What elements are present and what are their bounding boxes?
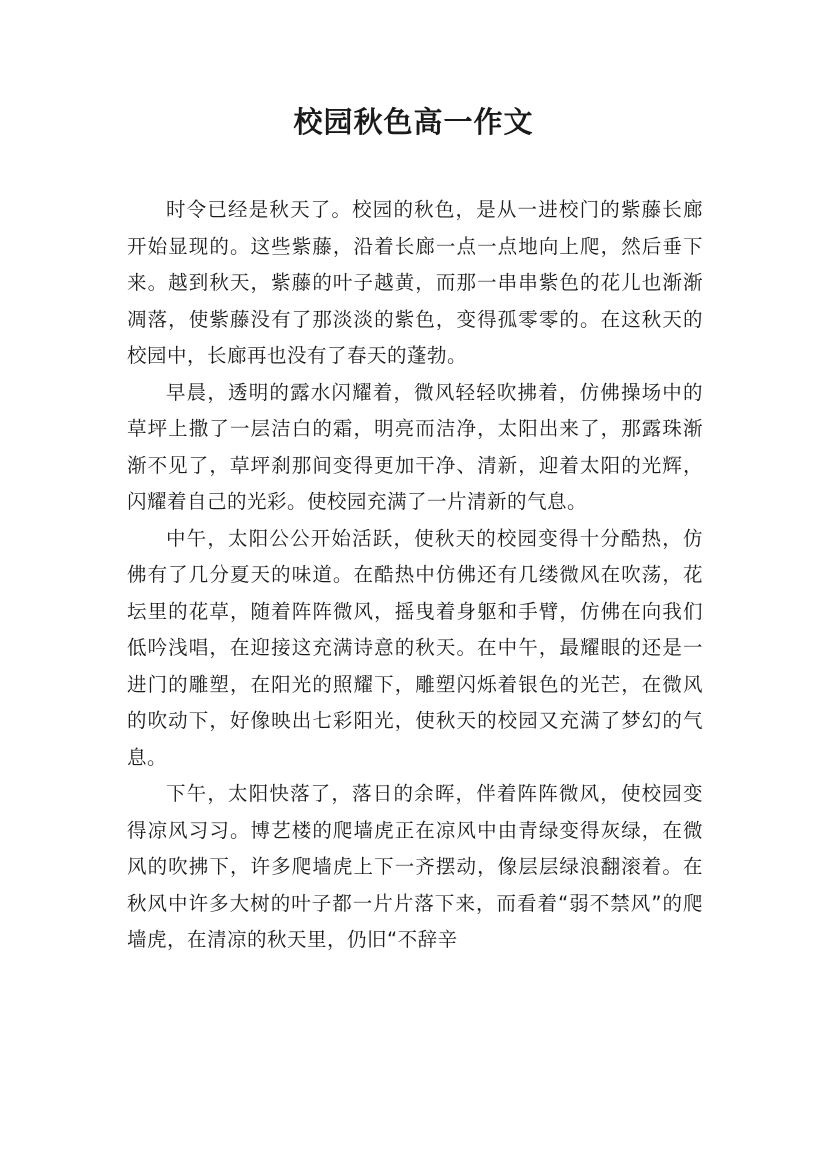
- document-body: [127, 192, 703, 959]
- paragraph-4: 下午，太阳快落了，落日的余晖，伴着阵阵微风，使校园变得凉风习习。博艺楼的爬墙虎正在凉风中由青绿变得灰绿，在微风的吹拂下，许多爬墙虎上下一齐摆动，像层层绿浪翻滚着。在秋风中许多大树的叶子都一片片落下来，而看着“弱不禁风”的爬墙虎，在清凉的秋天里，仍旧“不辞辛: [127, 782, 703, 951]
- paragraph-1: 时令已经是秋天了。校园的秋色，是从一进校门的紫藤长廊开始显现的。这些紫藤，沿着长廊一点一点地向上爬，然后垂下来。越到秋天，紫藤的叶子越黄，而那一串串紫色的花儿也渐渐凋落，使紫藤没有了那淡淡的紫色，变得孤零零的。在这秋天的校园中，长廊再也没有了春天的蓬勃。: [127, 198, 703, 367]
- paragraph-2: 早晨，透明的露水闪耀着，微风轻轻吹拂着，仿佛操场中的草坪上撒了一层洁白的霜，明亮而洁净，太阳出来了，那露珠渐渐不见了，草坪刹那间变得更加干净、清新，迎着太阳的光辉，闪耀着自己的光彩。使校园充满了一片清新的气息。: [127, 380, 703, 513]
- paragraph-3: 中午，太阳公公开始活跃，使秋天的校园变得十分酷热，仿佛有了几分夏天的味道。在酷热中仿佛还有几缕微风在吹荡，花坛里的花草，随着阵阵微风，摇曳着身躯和手臂，仿佛在向我们低吟浅唱，在迎接这充满诗意的秋天。在中午，最耀眼的还是一进门的雕塑，在阳光的照耀下，雕塑闪烁着银色的光芒，在微风的吹动下，好像映出七彩阳光，使秋天的校园又充满了梦幻的气息。: [127, 526, 703, 769]
- document-title: 校园秋色高一作文: [293, 105, 534, 139]
